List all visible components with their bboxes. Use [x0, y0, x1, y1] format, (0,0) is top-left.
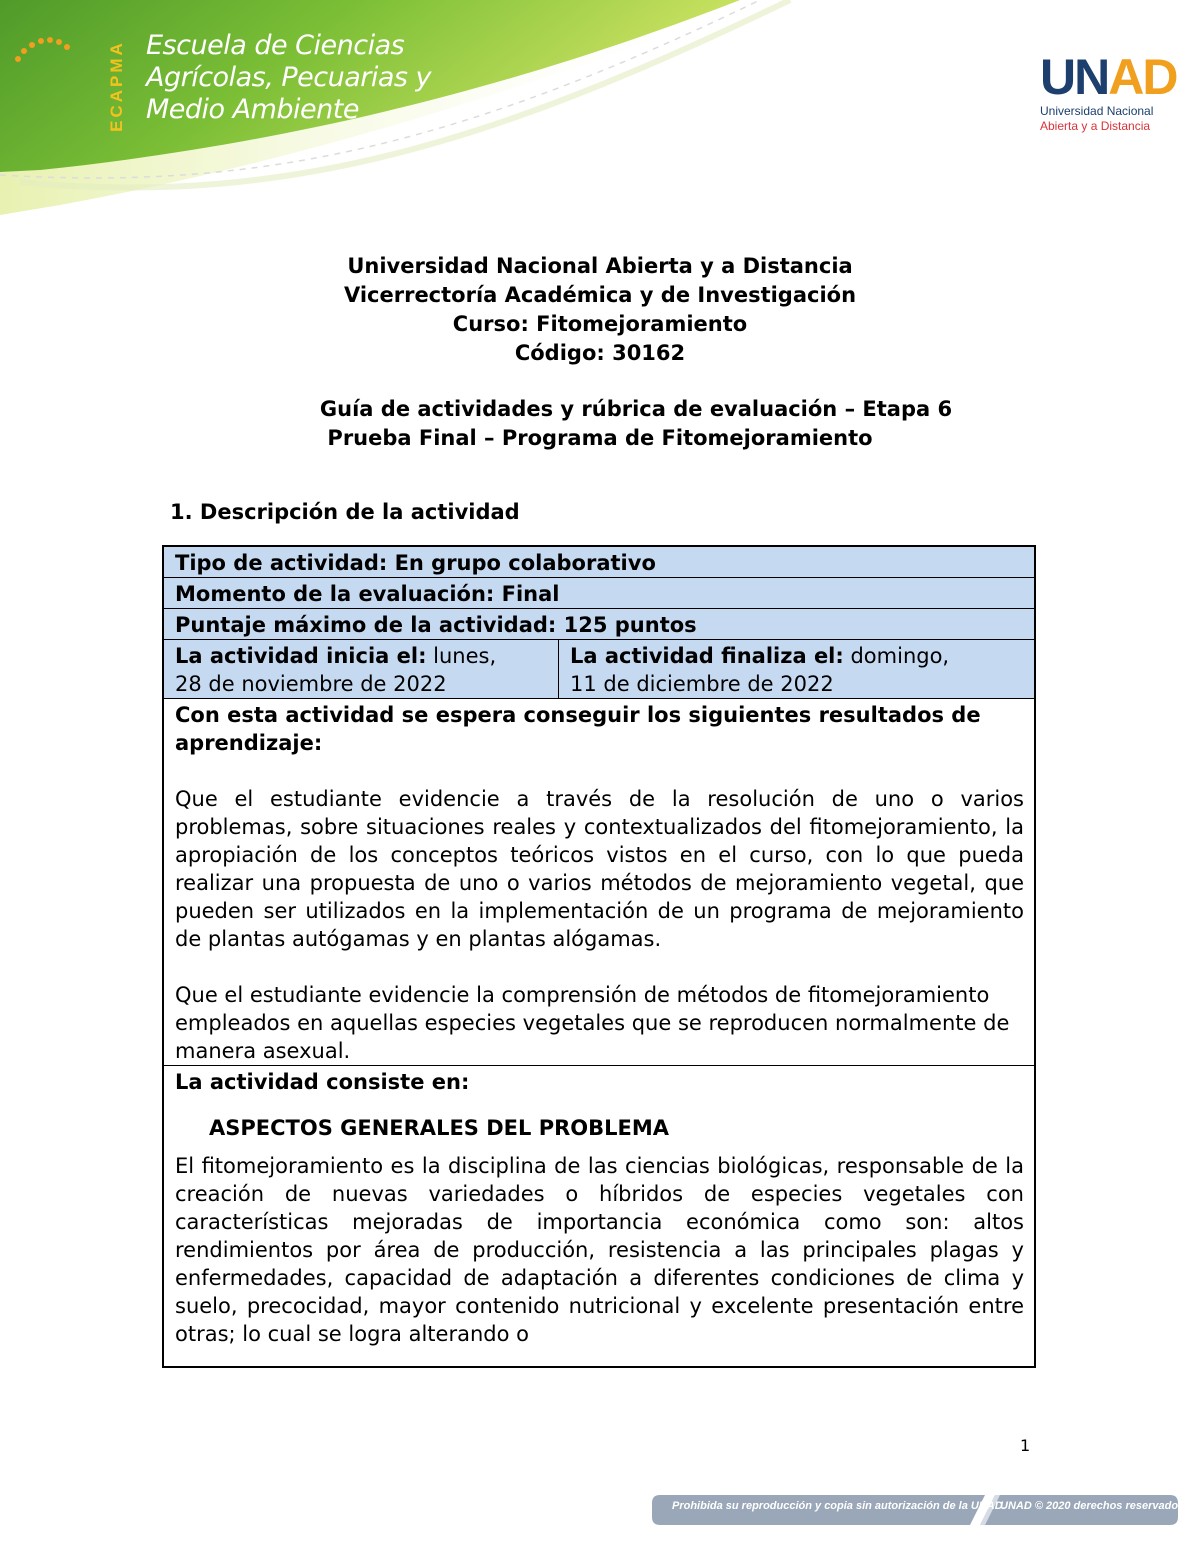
- max-score-row: Puntaje máximo de la actividad: 125 puntos: [164, 609, 1034, 640]
- university-title: Universidad Nacional Abierta y a Distancia: [347, 254, 853, 278]
- learning-result-2: Que el estudiante evidencie la comprensión de métodos de fitomejoramiento empleados en aquellas especies vegetales que se reproducen normalmente de manera asexual.: [175, 983, 1010, 1063]
- unad-logo-wordmark: UNAD: [1040, 49, 1177, 105]
- activity-consists-heading: La actividad consiste en:: [175, 1070, 470, 1094]
- guide-title-line-1: Guía de actividades y rúbrica de evaluación – Etapa 6: [319, 397, 953, 421]
- problem-text: El fitomejoramiento es la disciplina de las ciencias biológicas, responsable de la creación de nuevas variedades o híbridos de especies vegetales con características mejoradas de importancia económica como son: altos rendimientos por área de producción, resistencia a las principales plagas y enfermedades, capacidad de adaptación a diferentes condiciones de clima y suelo, precocidad, mayor contenido nutricional y excelente presentación entre otras; lo cual se logra alterando o: [175, 1154, 1024, 1346]
- document-title-block: [0, 252, 1200, 368]
- school-line-2: Agrícolas, Pecuarias y: [146, 62, 432, 93]
- learning-results-row: [164, 699, 1034, 1066]
- learning-result-1: Que el estudiante evidencie a través de la resolución de uno o varios problemas, sobre situaciones reales y contextualizados del fitomejoramiento, la apropiación de los conceptos teóricos vistos en el curso, con lo que pueda realizar una propuesta de uno o varios métodos de mejoramiento vegetal, que pueden ser utilizados en la implementación de un programa de mejoramiento de plantas autógamas y en plantas alógamas.: [175, 787, 1024, 951]
- header-banner: [0, 0, 1200, 230]
- end-date-cell: La actividad finaliza el: domingo, 11 de diciembre de 2022: [570, 644, 950, 696]
- footer-notice: Prohibida su reproducción y copia sin autorización de la UNAD.: [672, 1500, 1006, 1512]
- problem-subheading: ASPECTOS GENERALES DEL PROBLEMA: [209, 1116, 669, 1140]
- section-heading: 1. Descripción de la actividad: [170, 500, 520, 524]
- learning-results-heading: Con esta actividad se espera conseguir los siguientes resultados de aprendizaje:: [175, 703, 981, 755]
- footer-rights: UNAD © 2020 derechos reservados.: [1000, 1500, 1188, 1512]
- unad-logo-subtitle: Universidad Nacional Abierta y a Distancia: [1040, 104, 1154, 133]
- guide-title-block: [0, 395, 1200, 453]
- school-name: [146, 30, 476, 126]
- start-date-cell: La actividad inicia el: lunes, 28 de noviembre de 2022: [164, 640, 559, 698]
- page-number: 1: [1020, 1436, 1031, 1455]
- course-code: Código: 30162: [514, 341, 686, 365]
- course-title: Curso: Fitomejoramiento: [452, 312, 748, 336]
- activity-type-row: Tipo de actividad: En grupo colaborativo: [164, 547, 1034, 578]
- vicerrectoria-title: Vicerrectoría Académica y de Investigación: [343, 283, 857, 307]
- ecapma-label: ECAPMA: [107, 39, 127, 132]
- unad-dots-arc-icon: [0, 0, 140, 110]
- activity-consists-row: [164, 1066, 1034, 1366]
- dates-row: [164, 640, 1034, 699]
- evaluation-moment-row: Momento de la evaluación: Final: [164, 578, 1034, 609]
- guide-title-line-2: Prueba Final – Programa de Fitomejoramiento: [327, 426, 873, 450]
- school-line-1: Escuela de Ciencias: [146, 30, 405, 61]
- school-line-3: Medio Ambiente: [146, 94, 359, 125]
- activity-description-table: [162, 545, 1036, 1368]
